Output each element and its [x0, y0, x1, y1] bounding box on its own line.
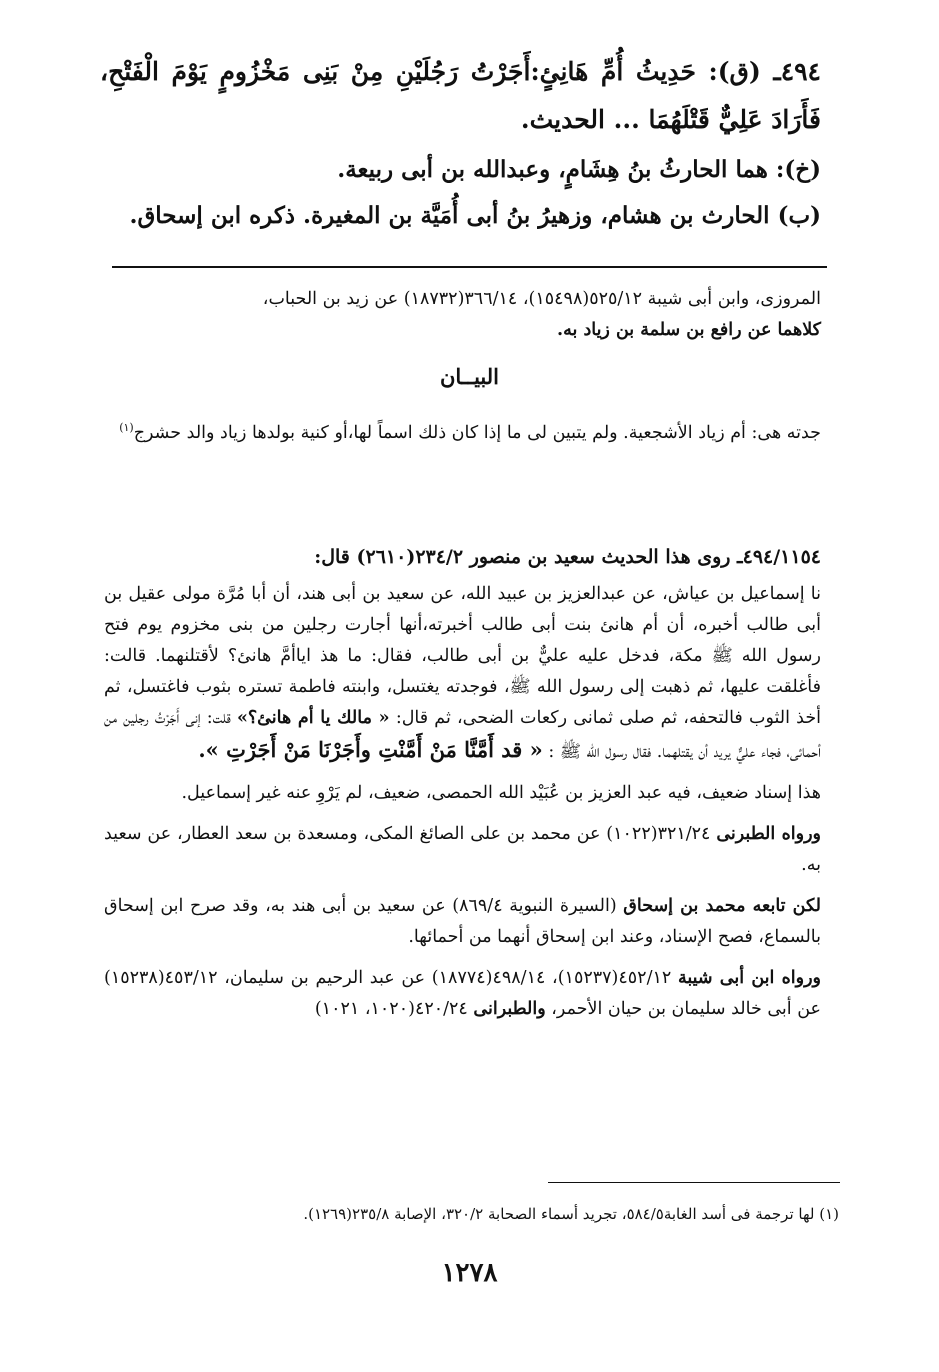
shayba-text-2: ٤٢٠/٢٤(١٠٢٠، ١٠٢١)	[314, 999, 468, 1019]
entry-number: ٤٩٤ـ	[773, 57, 821, 86]
hadith-quote-1: « مالك يا أم هانئ؟»	[236, 708, 390, 728]
tabarani-paragraph	[104, 819, 821, 881]
ishaq-label: لكن تابعه محمد بن إسحاق	[623, 896, 822, 916]
prev-section	[104, 284, 821, 346]
footnote-divider	[548, 1182, 840, 1183]
ishaq-paragraph	[104, 891, 821, 953]
entry-heading-text: حَدِيثُ أُمِّ هَانِئٍ:أَجَرْتُ رَجُلَيْنِ مِنْ بَنِى مَخْزُومٍ يَوْمَ الْفَتْحِ، فَأَرَادَ عَلِيٌّ قَتْلَهُمَا ... الحديث.	[100, 57, 821, 134]
bayan-block	[104, 412, 821, 449]
shayba-text-1: ٤٥٢/١٢(١٥٢٣٧)، ٤٩٨/١٤(١٨٧٧٤) عن عبد الرحيم بن سليمان، ٤٥٣/١٢(١٥٢٣٨) عن أبى خالد سليمان بن حيان الأحمر،	[104, 968, 821, 1019]
hadith-section	[104, 542, 821, 1025]
tabarani-text: ٣٢١/٢٤(١٠٢٢) عن محمد بن على الصائغ المكى، ومسعدة بن سعد العطار، عن سعيد به.	[104, 824, 821, 875]
kh-line: (خ): هما الحارثُ بنُ هِشَامٍ، وعبدالله بن أبى ربيعة.	[337, 156, 821, 183]
tabarani-label: ورواه الطبرنى	[716, 824, 821, 844]
b-line: (ب) الحارث بن هشام، وزهيرُ بنُ أبى أُمَيَّة بن المغيرة. ذكره ابن إسحاق.	[129, 202, 821, 229]
bayan-text	[104, 412, 821, 449]
page-number: ١٢٧٨	[441, 1258, 498, 1288]
shayba-label: ورواه ابن أبى شيبة	[677, 968, 821, 988]
footnote-ref: (١)	[119, 421, 134, 434]
main-divider	[112, 266, 827, 268]
hadith-p2-text: قلت: إنى أَجَرْتُ رجلين من أحمائى، فجاء عليٌّ يريد أن يقتلهما. فقال رسول الله ﷺ :	[104, 708, 821, 762]
hadith-heading: ٤٩٤/١١٥٤ـ روى هذا الحديث سعيد بن منصور ٢٣٤/٢(٢٦١٠) قال:	[314, 546, 821, 568]
footnote: (١) لها ترجمة فى أسد الغابة٥٨٤/٥، تجريد أسماء الصحابة ٣٢٠/٢، الإصابة ٢٣٥/٨(١٢٦٩).	[303, 1205, 839, 1223]
tabarani2-label: والطبرانى	[473, 999, 546, 1019]
ishaq-text: (السيرة النبوية ٨٦٩/٤) عن سعيد بن أبى هند به، وقد صرح ابن إسحاق بالسماع، فصح الإسناد، وعند ابن إسحاق أنهما من أحمائها.	[104, 896, 821, 947]
hadith-p1-text: نا إسماعيل بن عياش، عن عبدالعزيز بن عبيد الله، عن سعيد بن أبى هند، أن أبا مُرَّة مولى عقيل بن أبى طالب أخبره، أن أم هانئ بنت أبى طالب أخبرته،أنها أجارت رجلين من بنى مخزوم يوم فتح رسول الله ﷺ مكة، فدخل عليه عليٌّ بن أبى طالب، فقال: ما هذ اياأمَّ هانئ؟ لأقتلنهما. قالت: فأغلقت عليها، ثم ذهبت إلى رسول الله ﷺ، فوجدته يغتسل، وابنته فاطمة تستره بثوب فاغتسل، ثم أخذ الثوب فالتحفه، ثم صلى ثمانى ركعات الضحى، ثم قال:	[104, 584, 821, 728]
bayan-text-content: جدته هى: أم زياد الأشجعية. ولم يتبين لى ما إذا كان ذلك اسماً لها،أو كنية بولدها زياد والد حشرج	[133, 422, 821, 443]
hadith-paragraph-1	[104, 579, 821, 768]
entry-block	[100, 48, 821, 236]
entry-heading	[100, 48, 821, 144]
shayba-paragraph	[104, 963, 821, 1025]
prev-line-2: كلاهما عن رافع بن سلمة بن زياد به.	[557, 320, 821, 340]
hadith-paragraph-3: هذا إسناد ضعيف، فيه عبد العزيز بن عُبَيْد الله الحمصى، ضعيف، لم يَرْوِ عنه غير إسماعيل.	[181, 783, 821, 803]
entry-tag: (ق):	[708, 57, 761, 86]
bayan-title: البيــان	[439, 364, 500, 389]
hadith-quote-2: « قد أَمَّنَّا مَنْ أَمَّنْتِ وأَجَرْنَا مَنْ أَجَرْتِ ».	[198, 737, 543, 762]
prev-line-1: المروزى، وابن أبى شيبة ٥٢٥/١٢(١٥٤٩٨)، ٣٦٦/١٤(١٨٧٣٢) عن زيد بن الحباب،	[262, 289, 821, 309]
